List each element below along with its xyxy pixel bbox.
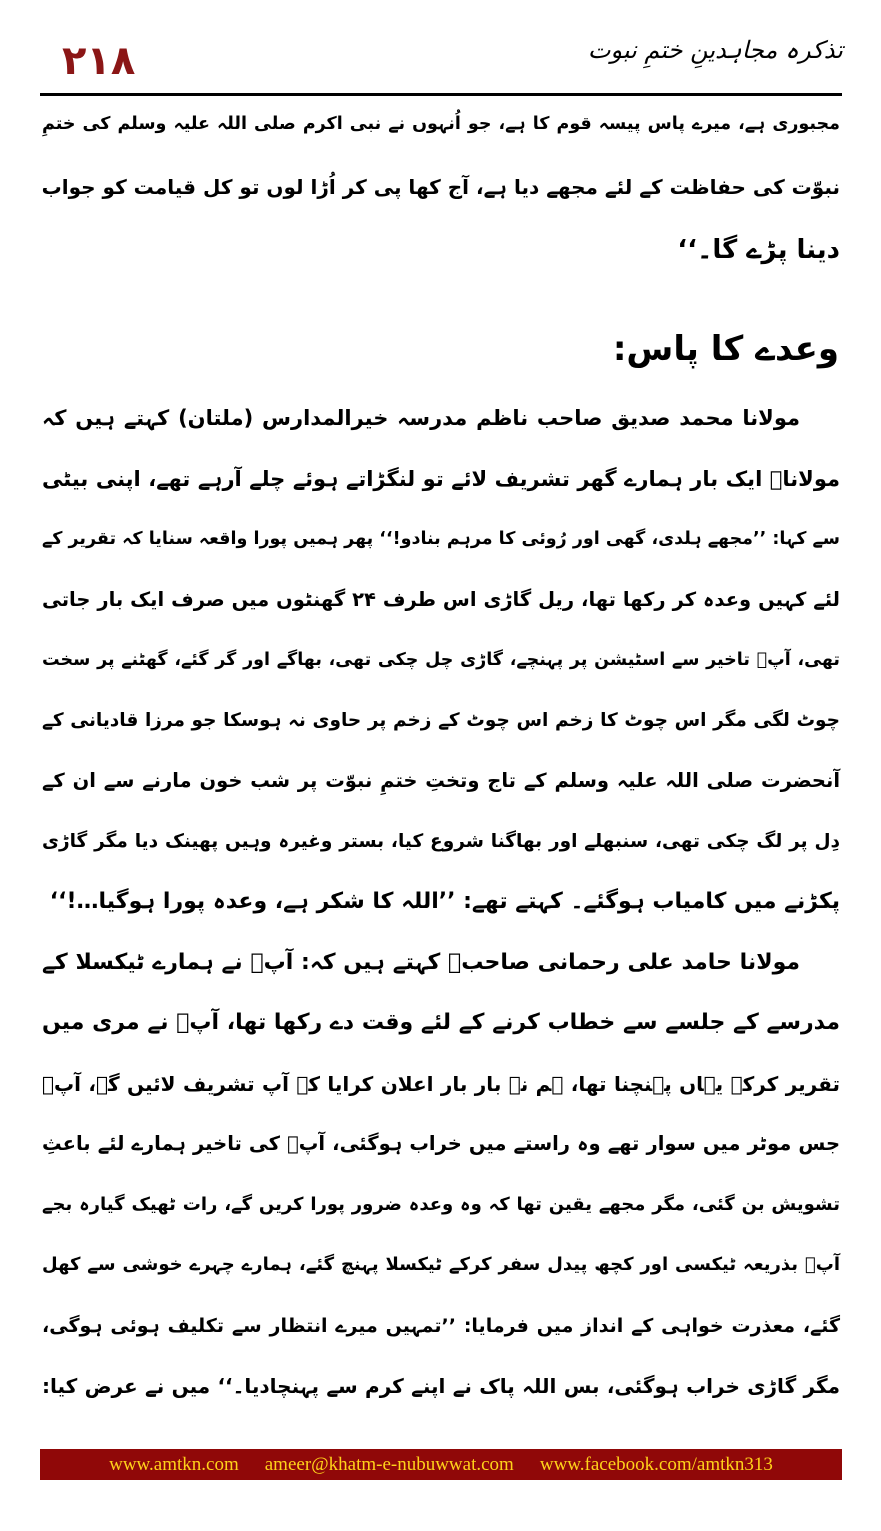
- footer-website-link[interactable]: www.amtkn.com: [109, 1453, 239, 1475]
- running-title: تذکرہ مجاہدینِ ختمِ نبوت: [587, 36, 843, 64]
- footer-email-link[interactable]: ameer@khatm-e-nubuwwat.com: [264, 1453, 514, 1475]
- text-line: تشویش بن گئی، مگر مجھے یقین تھا کہ وہ وعدہ ضرور پورا کریں گے، رات ٹھیک گیارہ بجے: [42, 1193, 840, 1215]
- text-line: جس موٹر میں سوار تھے وہ راستے میں خراب ہوگئی، آپؒ کی تاخیر ہمارے لئے باعثِ: [42, 1132, 840, 1155]
- header-divider: [40, 93, 842, 96]
- text-line: مولانا محمد صدیق صاحب ناظم مدرسہ خیرالمدارس (ملتان) کہتے ہیں کہ: [42, 406, 800, 430]
- section-heading: وعدے کا پاس:: [612, 329, 839, 369]
- page-number: ۲۱۸: [62, 38, 136, 84]
- text-line: پکڑنے میں کامیاب ہوگئے۔ کہتے تھے: ’’اللہ کا شکر ہے، وعدہ پورا ہوگیا…!‘‘: [49, 889, 840, 914]
- text-line: مدرسے کے جلسے سے خطاب کرنے کے لئے وقت دے رکھا تھا، آپؒ نے مری میں: [42, 1010, 840, 1035]
- footer-facebook-link[interactable]: www.facebook.com/amtkn313: [539, 1453, 773, 1475]
- text-line: چوٹ لگی مگر اس چوٹ کا زخم اس چوٹ کے زخم پر حاوی نہ ہوسکا جو مرزا قادیانی کے: [42, 709, 840, 731]
- text-line: مولاناؒ ایک بار ہمارے گھر تشریف لائے تو لنگڑاتے ہوئے چلے آرہے تھے، اپنی بیٹی: [42, 466, 840, 491]
- text-line: سے کہا: ’’مجھے ہلدی، گھی اور رُوئی کا مرہم بنادو!‘‘ پھر ہمیں پورا واقعہ سنایا کہ تقریر کے: [42, 529, 840, 549]
- text-line: دینا پڑے گا۔‘‘: [677, 235, 840, 265]
- footer-bar: [40, 1449, 842, 1480]
- text-line: آنحضرت صلی اللہ علیہ وسلم کے تاج وتختِ ختمِ نبوّت پر شب خون مارنے سے ان کے: [42, 769, 840, 792]
- text-line: نبوّت کی حفاظت کے لئے مجھے دیا ہے، آج کھا پی کر اُڑا لوں تو کل قیامت کو جواب: [41, 175, 840, 199]
- text-line: آپؒ بذریعہ ٹیکسی اور کچھ پیدل سفر کرکے ٹیکسلا پہنچ گئے، ہمارے چہرے خوشی سے کھل: [42, 1254, 840, 1275]
- text-line: مگر گاڑی خراب ہوگئی، بس اللہ پاک نے اپنے کرم سے پہنچادیا۔‘‘ میں نے عرض کیا:: [42, 1374, 840, 1398]
- text-line: تھی، آپؒ تاخیر سے اسٹیشن پر پہنچے، گاڑی چل چکی تھی، بھاگے اور گر گئے، گھٹنے پر سخت: [42, 650, 840, 670]
- text-line: مولانا حامد علی رحمانی صاحبؒ کہتے ہیں کہ: آپؒ نے ہمارے ٹیکسلا کے: [42, 949, 800, 975]
- text-line: گئے، معذرت خواہی کے انداز میں فرمایا: ’’تمہیں میرے انتظار سے تکلیف ہوئی ہوگی،: [42, 1314, 840, 1337]
- text-line: دِل پر لگ چکی تھی، سنبھلے اور بھاگنا شروع کیا، بستر وغیرہ وہیں پھینک دیا مگر گاڑی: [42, 830, 840, 852]
- text-line: لئے کہیں وعدہ کر رکھا تھا، ریل گاڑی اس طرف ۲۴ گھنٹوں میں صرف ایک بار جاتی: [42, 587, 840, 611]
- text-line: مجبوری ہے، میرے پاس پیسہ قوم کا ہے، جو اُنہوں نے نبی اکرم صلی اللہ علیہ وسلم کی ختمِ: [42, 114, 840, 134]
- text-line: تقریر کرکے یہاں پہنچنا تھا، ہم نے بار بار اعلان کرایا کہ آپ تشریف لائیں گے، آپؒ: [42, 1071, 840, 1096]
